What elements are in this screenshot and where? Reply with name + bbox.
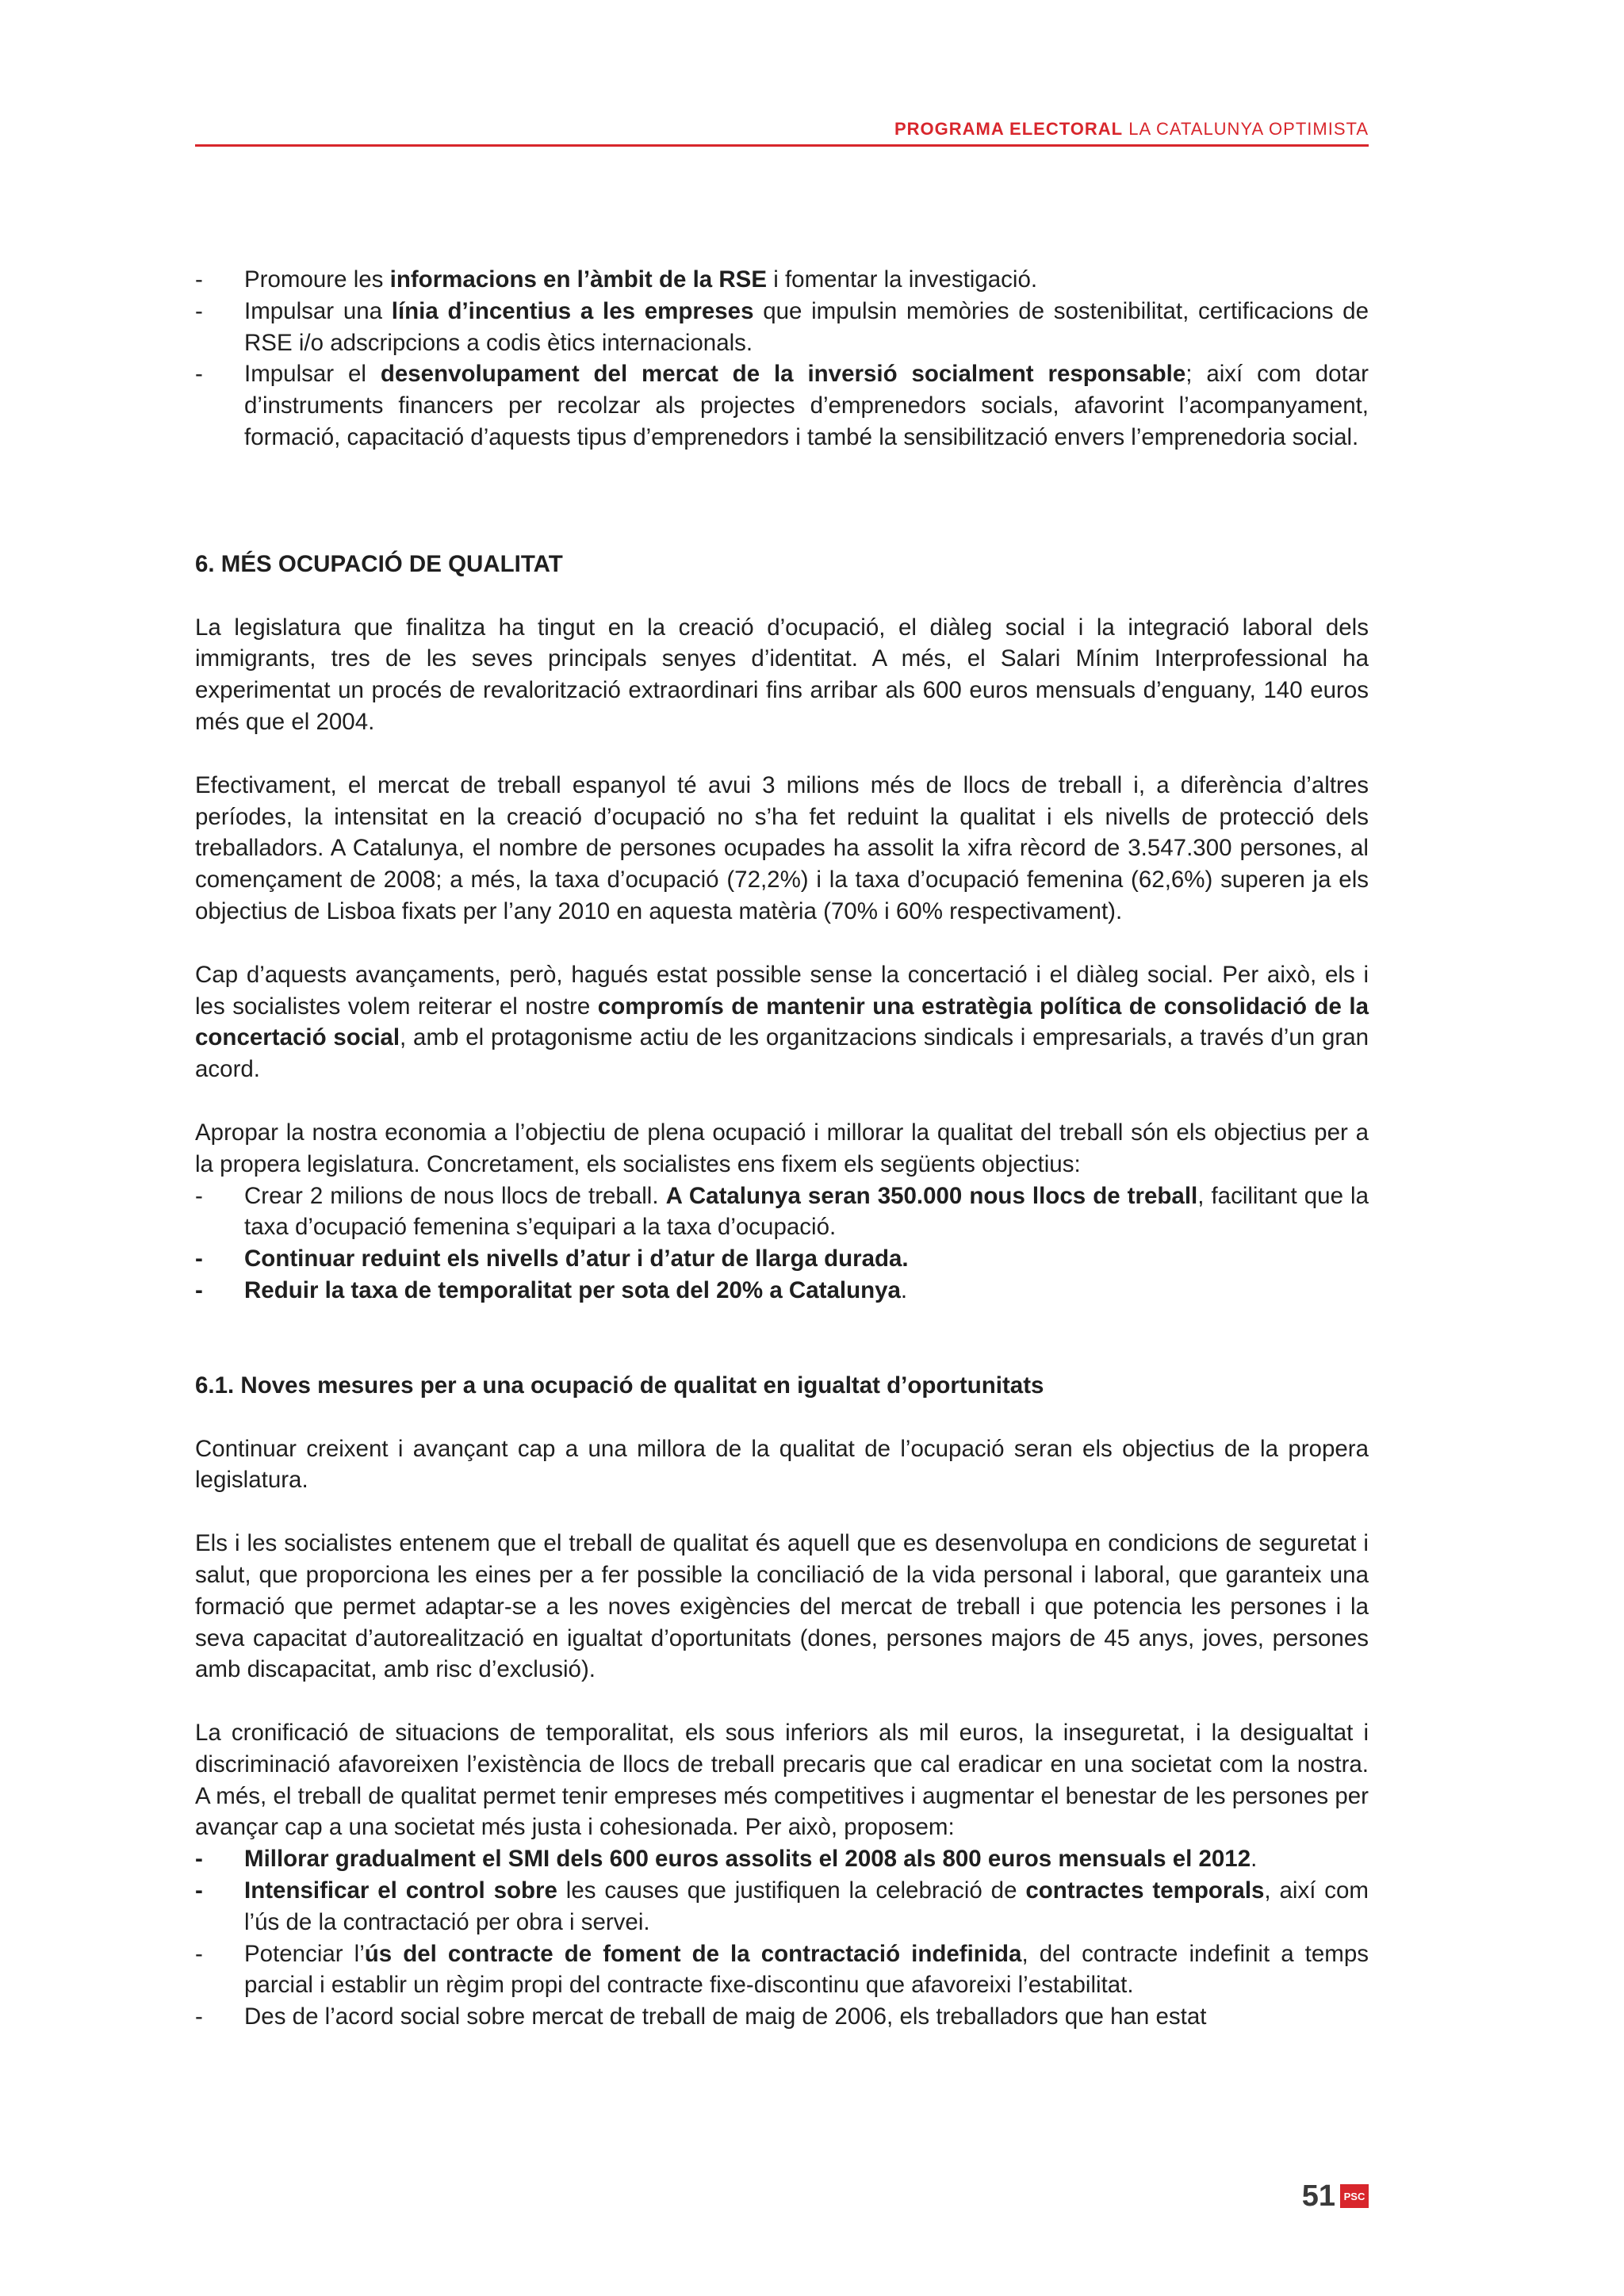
running-header bbox=[195, 119, 1369, 140]
list-item: - Promoure les informacions en l’àmbit de la RSE i fomentar la investigació. bbox=[195, 264, 1369, 296]
page-footer bbox=[1221, 2172, 1369, 2220]
section-6-1-paragraph-3: La cronificació de situacions de temporalitat, els sous inferiors als mil euros, la inseguretat, i la desigualtat i discriminació afavoreixen l’existència de llocs de treball precaris que cal eradicar en una societat com la nostra. A més, el treball de qualitat permet tenir empreses més competitives i augmentar el benestar de les persones per avançar cap a una societat més justa i cohesionada. Per això, proposem: bbox=[195, 1720, 1369, 1841]
psc-logo: PSC bbox=[1340, 2184, 1369, 2208]
header-program-rest: LA CATALUNYA OPTIMISTA bbox=[1123, 119, 1369, 139]
section-6-1-title: 6.1. Noves mesures per a una ocupació de qualitat en igualtat d’oportunitats bbox=[195, 1372, 1044, 1399]
list-item: - Millorar gradualment el SMI dels 600 euros assolits el 2008 als 800 euros mensuals el 2012. bbox=[195, 1843, 1369, 1875]
page-content bbox=[195, 264, 1369, 2033]
list-item: - Reduir la taxa de temporalitat per sota del 20% a Catalunya. bbox=[195, 1275, 1369, 1307]
list-item: - Impulsar una línia d’incentius a les empreses que impulsin memòries de sostenibilitat, certificacions de RSE i/o adscripcions a codis ètics internacionals. bbox=[195, 296, 1369, 359]
header-rule bbox=[195, 144, 1369, 147]
list-item: - Des de l’acord social sobre mercat de treball de maig de 2006, els treballadors que han estat bbox=[195, 2001, 1369, 2033]
page-number: 51 bbox=[1301, 2179, 1335, 2213]
section-6-title: 6. MÉS OCUPACIÓ DE QUALITAT bbox=[195, 550, 563, 577]
section-6-1-paragraph-2: Els i les socialistes entenem que el treball de qualitat és aquell que es desenvolupa en condicions de seguretat i salut, que proporciona les eines per a fer possible la conciliació de la vida personal i laboral, que garanteix una formació que permet adaptar-se a les noves exigències del mercat de treball i que potencia les persones i la seva capacitat d’autorealització en igualtat d’oportunitats (dones, persones majors de 45 anys, joves, persones amb discapacitat, amb risc d’exclusió). bbox=[195, 1530, 1369, 1683]
section-6-1-paragraph-1: Continuar creixent i avançant cap a una millora de la qualitat de l’ocupació seran els objectius de la propera legislatura. bbox=[195, 1435, 1369, 1494]
intro-list bbox=[195, 264, 1369, 453]
list-item: - Potenciar l’ús del contracte de foment de la contractació indefinida, del contracte indefinit a temps parcial i establir un règim propi del contracte fixe-discontinu que afavoreixi l’estabilitat. bbox=[195, 1938, 1369, 2002]
list-item: - Impulsar el desenvolupament del mercat de la inversió socialment responsable; així com dotar d’instruments financers per recolzar als projectes d’emprenedors socials, afavorint l’acompanyament, formació, capacitació d’aquests tipus d’emprenedors i també la sensibilització envers l’emprenedoria social. bbox=[195, 358, 1369, 453]
section-6-paragraph-3: Cap d’aquests avançaments, però, hagués estat possible sense la concertació i el diàleg social. Per això, els i les socialistes volem reiterar el nostre compromís de mantenir una estratègia política de consolidació de la concertació social, amb el protagonisme actiu de les organitzacions sindicals i empresarials, a través d’un gran acord. bbox=[195, 961, 1369, 1083]
section-6-paragraph-4: Apropar la nostra economia a l’objectiu de plena ocupació i millorar la qualitat del treball són els objectius per a la propera legislatura. Concretament, els socialistes ens fixem els següents objectius: bbox=[195, 1119, 1369, 1177]
list-item: - Continuar reduint els nivells d’atur i d’atur de llarga durada. bbox=[195, 1243, 1369, 1275]
section-6-1-measures bbox=[195, 1843, 1369, 2033]
section-6-goals bbox=[195, 1181, 1369, 1307]
list-item: - Intensificar el control sobre les causes que justifiquen la celebració de contractes temporals, així com l’ús de la contractació per obra i servei. bbox=[195, 1875, 1369, 1938]
list-item: - Crear 2 milions de nous llocs de treball. A Catalunya seran 350.000 nous llocs de treball, facilitant que la taxa d’ocupació femenina s’equipari a la taxa d’ocupació. bbox=[195, 1181, 1369, 1244]
header-program-bold: PROGRAMA ELECTORAL bbox=[894, 119, 1124, 139]
section-6-paragraph-2: Efectivament, el mercat de treball espanyol té avui 3 milions més de llocs de treball i, a diferència d’altres períodes, la intensitat en la creació d’ocupació no s’ha fet reduint la qualitat i els nivells de protecció dels treballadors. A Catalunya, el nombre de persones ocupades ha assolit la xifra rècord de 3.547.300 persones, al començament de 2008; a més, la taxa d’ocupació (72,2%) i la taxa d’ocupació femenina (62,6%) superen ja els objectius de Lisboa fixats per l’any 2010 en aquesta matèria (70% i 60% respectivament). bbox=[195, 771, 1369, 924]
section-6-paragraph-1: La legislatura que finalitza ha tingut en la creació d’ocupació, el diàleg social i la integració laboral dels immigrants, tres de les seves principals senyes d’identitat. A més, el Salari Mínim Interprofessional ha experimentat un procés de revalorització extraordinari fins arribar als 600 euros mensuals d’enguany, 140 euros més que el 2004. bbox=[195, 614, 1369, 735]
